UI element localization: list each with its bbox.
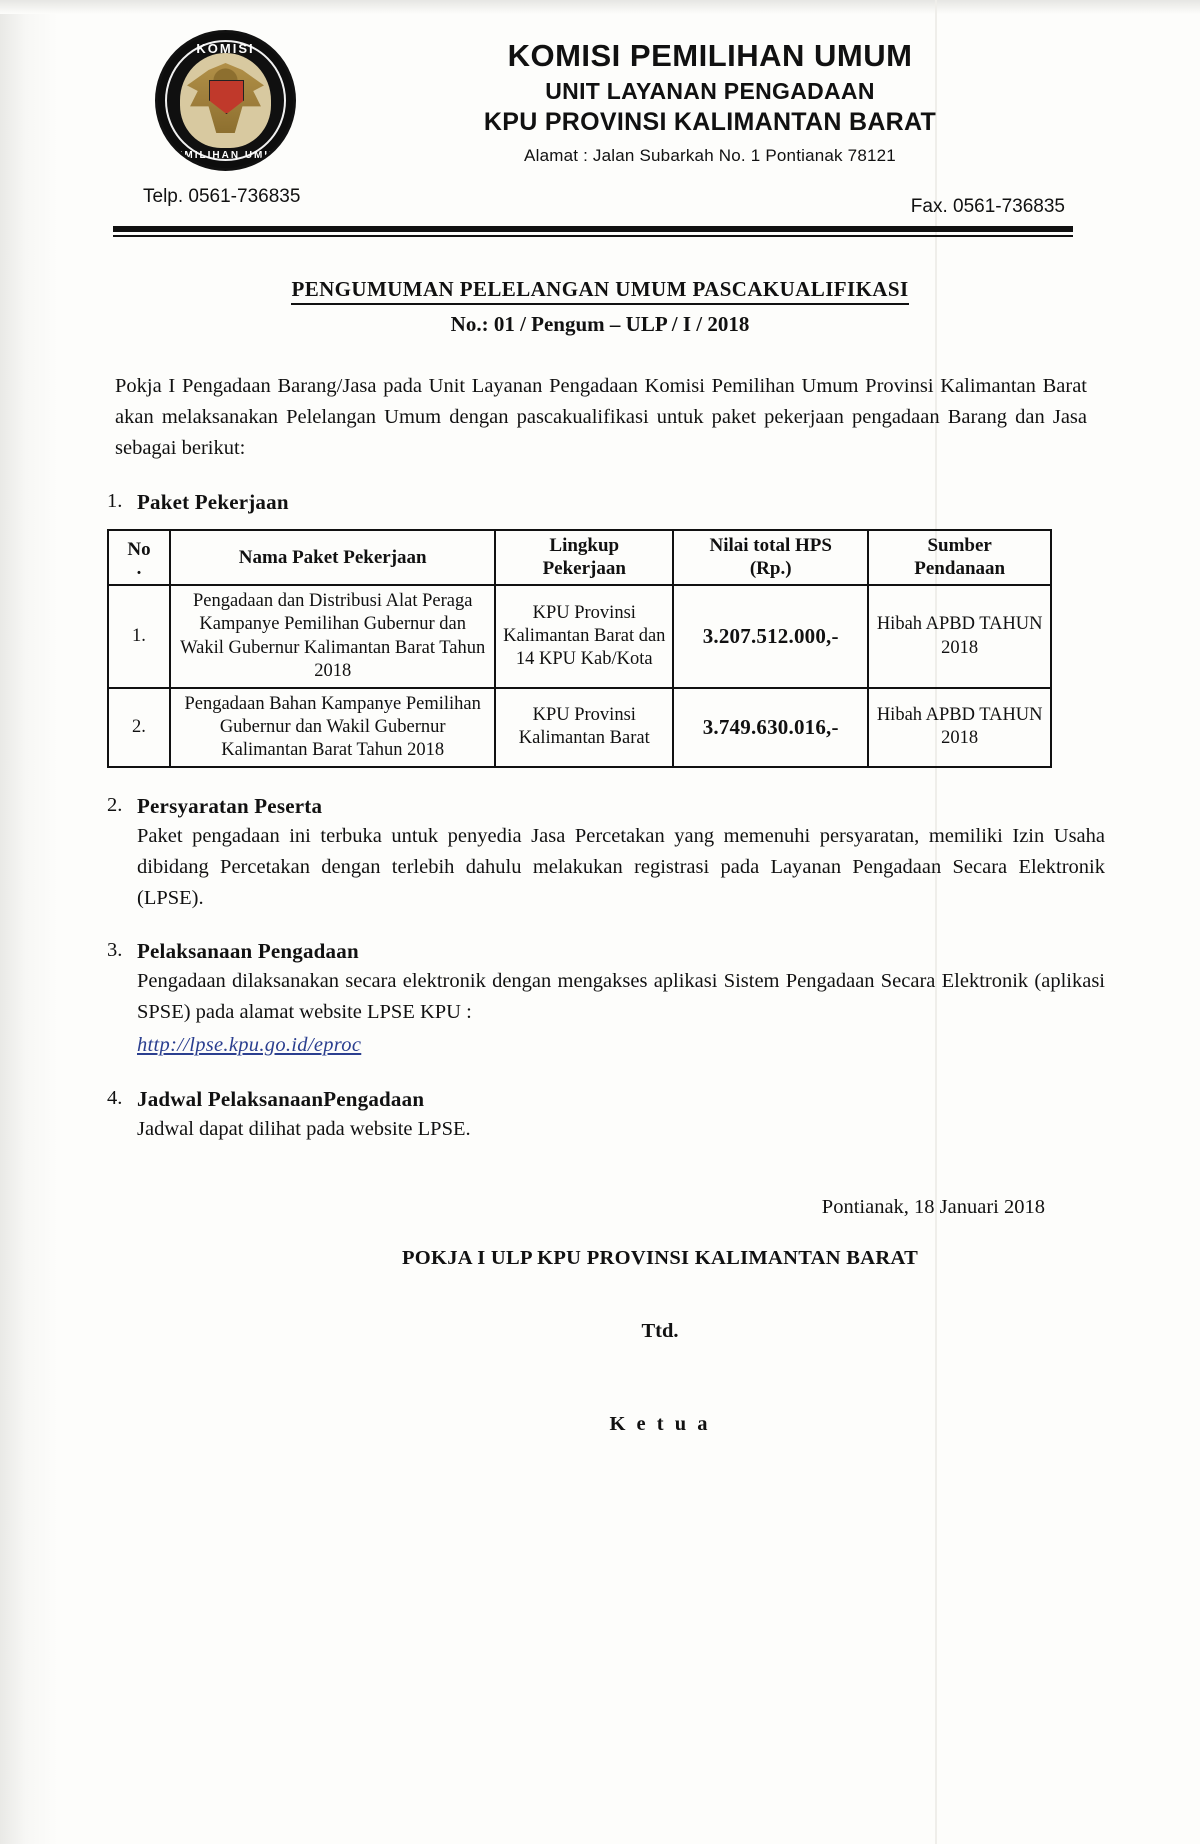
logo-text-bottom: PEMILIHAN UMUM: [167, 150, 284, 161]
page-title: PENGUMUMAN PELELANGAN UMUM PASCAKUALIFIKASI: [291, 277, 908, 305]
table-row: [108, 688, 1051, 767]
section-persyaratan-peserta: [95, 794, 1105, 913]
cell-sumber-pendanaan: Hibah APBD TAHUN 2018: [868, 585, 1051, 688]
th-hps-line1: Nilai total HPS: [709, 535, 832, 557]
scan-edge-left: [0, 0, 58, 1844]
document-content: [95, 0, 1105, 1436]
cell-lingkup: KPU Provinsi Kalimantan Barat: [495, 688, 673, 767]
logo-text-top: KOMISI: [196, 41, 255, 56]
table-header-row: [108, 530, 1051, 585]
section-title: Jadwal PelaksanaanPengadaan: [137, 1086, 425, 1111]
intro-paragraph: Pokja I Pengadaan Barang/Jasa pada Unit Layanan Pengadaan Komisi Pemilihan Umum Provinsi Kalimantan Barat akan melaksanakan Pelelangan Umum dengan pascakualifikasi untuk paket pekerjaan pengadaan Barang dan Jasa sebagai berikut:: [115, 375, 1087, 460]
cell-nama-paket: Pengadaan Bahan Kampanye Pemilihan Gubernur dan Wakil Gubernur Kalimantan Barat Tahun 2018: [170, 688, 495, 767]
cell-nilai-hps: 3.207.512.000,-: [673, 585, 868, 688]
th-sumber-line1: Sumber: [927, 535, 992, 557]
section-number: 4.: [107, 1086, 123, 1109]
letterhead-text: [310, 38, 1110, 166]
address-line: Alamat : Jalan Subarkah No. 1 Pontianak 78121: [524, 146, 896, 165]
kpu-logo-icon: [155, 30, 296, 171]
section-body: Pengadaan dilaksanakan secara elektronik dengan mengakses aplikasi Sistem Pengadaan Secara Elektronik (aplikasi SPSE) pada alamat website LPSE KPU :: [137, 970, 1105, 1024]
section-body: Paket pengadaan ini terbuka untuk penyedia Jasa Percetakan yang memenuhi persyaratan, memiliki Izin Usaha dibidang Percetakan dengan terlebih dahulu melakukan registrasi pada Layanan Pengadaan Secara Elektronik (LPSE).: [137, 825, 1105, 909]
section-pelaksanaan-pengadaan: [95, 939, 1105, 1060]
fax-line: Fax. 0561-736835: [910, 196, 1065, 217]
th-lingkup-line1: Lingkup: [549, 535, 620, 557]
institution-name: KOMISI PEMILIHAN UMUM: [507, 38, 913, 73]
signature-mark: Ttd.: [641, 1320, 679, 1343]
cell-sumber-pendanaan: Hibah APBD TAHUN 2018: [868, 688, 1051, 767]
province-name: KPU PROVINSI KALIMANTAN BARAT: [483, 108, 937, 136]
section-title: Paket Pekerjaan: [137, 490, 289, 515]
th-sumber-line2: Pendanaan: [914, 557, 1006, 579]
cell-no: 1.: [108, 585, 170, 688]
section-body: Jadwal dapat dilihat pada website LPSE.: [137, 1117, 471, 1140]
section-title: Pelaksanaan Pengadaan: [137, 939, 359, 964]
th-no-label: No: [127, 539, 151, 561]
letterhead: [95, 0, 1105, 235]
place-and-date: Pontianak, 18 Januari 2018: [821, 1196, 1045, 1219]
signer-position: K e t u a: [609, 1413, 711, 1436]
section-jadwal-pelaksanaan: [95, 1087, 1105, 1145]
sections-list: [95, 490, 1105, 1144]
cell-nilai-hps: 3.749.630.016,-: [673, 688, 868, 767]
unit-name: UNIT LAYANAN PENGADAAN: [545, 78, 875, 104]
lpse-website-link[interactable]: http://lpse.kpu.go.id/eproc: [137, 1033, 362, 1056]
section-number: 2.: [107, 794, 123, 817]
th-nama-paket: Nama Paket Pekerjaan: [170, 530, 495, 585]
th-lingkup: [495, 530, 673, 585]
th-lingkup-line2: Pekerjaan: [542, 557, 626, 579]
cell-nama-paket: Pengadaan dan Distribusi Alat Peraga Kampanye Pemilihan Gubernur dan Wakil Gubernur Kalimantan Barat Tahun 2018: [170, 585, 495, 688]
header-divider: [113, 226, 1073, 237]
title-block: [95, 277, 1105, 337]
signer-title: POKJA I ULP KPU PROVINSI KALIMANTAN BARAT: [401, 1247, 919, 1270]
cell-lingkup: KPU Provinsi Kalimantan Barat dan 14 KPU Kab/Kota: [495, 585, 673, 688]
cell-no: 2.: [108, 688, 170, 767]
section-number: 3.: [107, 939, 123, 962]
document-number: No.: 01 / Pengum – ULP / I / 2018: [450, 312, 750, 336]
th-no-dot: .: [136, 558, 142, 580]
th-sumber-pendanaan: [868, 530, 1051, 585]
table-row: [108, 585, 1051, 688]
section-number: 1.: [107, 490, 123, 513]
telephone-line: Telp. 0561-736835: [143, 186, 301, 207]
section-title: Persyaratan Peserta: [137, 794, 323, 819]
paket-pekerjaan-table: [107, 529, 1052, 768]
section-paket-pekerjaan: [95, 490, 1105, 768]
th-nilai-hps: [673, 530, 868, 585]
th-no: [108, 530, 170, 585]
th-hps-line2: (Rp.): [749, 557, 792, 579]
